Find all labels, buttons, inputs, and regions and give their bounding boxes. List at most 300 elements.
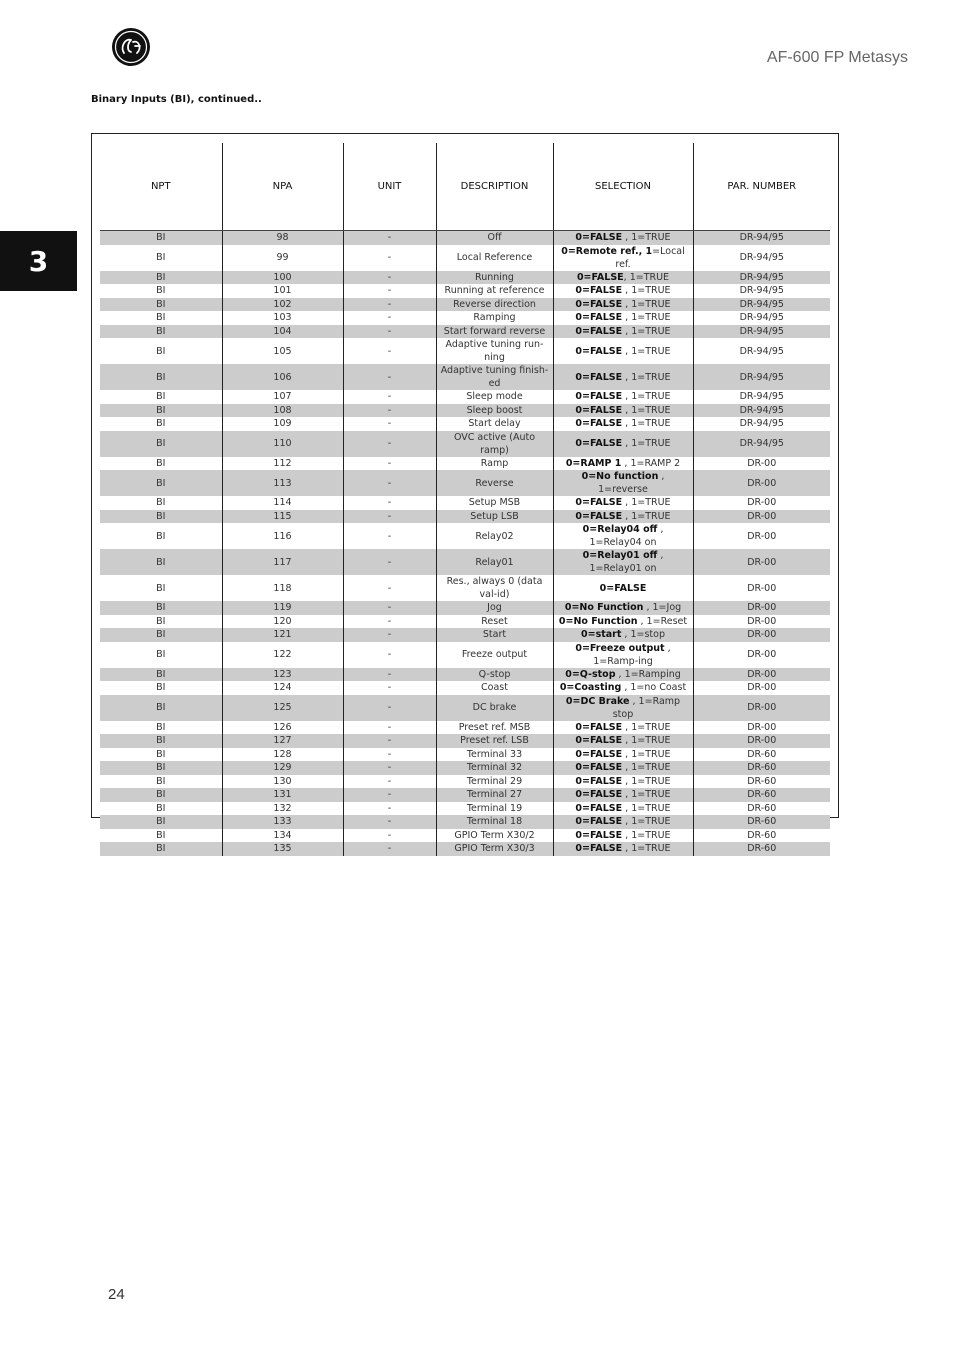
cell-selection — [553, 510, 693, 524]
cell-selection — [553, 457, 693, 471]
selection-alternate: , 1=TRUE — [622, 298, 671, 310]
cell-npt: BI — [100, 815, 222, 829]
cell-par-number: DR-00 — [693, 695, 830, 721]
selection-default: 0=FALSE — [575, 438, 623, 449]
selection-alternate: , 1=TRUE — [622, 721, 671, 733]
selection-alternate: , 1=no Coast — [621, 682, 687, 694]
cell-description: Ramp — [436, 457, 553, 471]
cell-npa: 113 — [222, 470, 343, 496]
table-row — [100, 748, 830, 762]
table-row — [100, 842, 830, 856]
table-row — [100, 601, 830, 615]
cell-npa: 126 — [222, 721, 343, 735]
cell-par-number: DR-94/95 — [693, 390, 830, 404]
cell-par-number: DR-94/95 — [693, 404, 830, 418]
cell-npt: BI — [100, 470, 222, 496]
selection-default: 0=FALSE — [599, 582, 647, 594]
selection-alternate: , 1=TRUE — [623, 271, 670, 283]
cell-npt: BI — [156, 748, 166, 760]
cell-selection — [553, 721, 693, 735]
cell-unit: - — [343, 695, 436, 721]
selection-default: 0=No Function — [558, 615, 638, 627]
cell-selection — [553, 404, 693, 418]
selection-alternate: , 1=Relay01 on — [589, 550, 664, 574]
cell-npa: 133 — [222, 815, 343, 829]
cell-npt: BI — [156, 649, 166, 660]
table-row — [100, 404, 830, 418]
cell-npa: 102 — [222, 298, 343, 312]
cell-description: Off — [436, 231, 553, 245]
cell-unit: - — [343, 245, 436, 271]
cell-selection — [553, 788, 693, 802]
cell-description: Preset ref. LSB — [436, 734, 553, 748]
selection-alternate: , 1=TRUE — [622, 843, 671, 855]
cell-npa: 119 — [222, 601, 343, 615]
cell-par-number: DR-00 — [693, 496, 830, 510]
cell-unit: - — [343, 815, 436, 829]
selection-default: 0=FALSE — [575, 404, 623, 416]
column-header-selection: SELECTION — [553, 143, 693, 231]
cell-par-number: DR-00 — [693, 642, 830, 668]
table-row — [100, 575, 830, 601]
selection-default: 0=FALSE — [575, 762, 623, 774]
cell-description: Local Reference — [436, 245, 553, 271]
cell-unit: - — [343, 298, 436, 312]
table-row — [100, 695, 830, 721]
cell-npt: BI — [100, 298, 222, 312]
cell-selection — [553, 390, 693, 404]
cell-description: Start — [436, 628, 553, 642]
cell-unit: - — [343, 431, 436, 457]
selection-default: 0=FALSE — [575, 843, 623, 855]
cell-par-number: DR-00 — [693, 721, 830, 735]
cell-unit: - — [343, 761, 436, 775]
cell-description: Terminal 33 — [436, 748, 553, 762]
cell-description: Q-stop — [436, 668, 553, 682]
cell-unit: - — [343, 457, 436, 471]
table-row — [100, 628, 830, 642]
cell-description: Terminal 18 — [436, 815, 553, 829]
selection-alternate: , 1=TRUE — [622, 748, 671, 760]
selection-default: 0=FALSE — [575, 345, 623, 357]
cell-unit: - — [343, 721, 436, 735]
cell-npt: BI — [156, 457, 166, 469]
cell-description: Reset — [436, 615, 553, 629]
cell-par-number: DR-94/95 — [693, 298, 830, 312]
cell-npt: BI — [156, 391, 166, 403]
selection-alternate: , 1=TRUE — [622, 802, 671, 814]
selection-alternate: , 1=reverse — [598, 471, 665, 495]
cell-selection — [553, 734, 693, 748]
cell-npa: 100 — [222, 271, 343, 285]
cell-par-number: DR-00 — [693, 510, 830, 524]
selection-alternate: =Local ref. — [615, 245, 685, 270]
selection-default: 0=FALSE — [575, 735, 623, 747]
table-row — [100, 390, 830, 404]
selection-alternate: , 1=TRUE — [622, 312, 671, 324]
cell-unit: - — [343, 231, 436, 245]
table-row — [100, 802, 830, 816]
table-row — [100, 298, 830, 312]
cell-par-number: DR-00 — [693, 601, 830, 615]
selection-alternate: , 1=TRUE — [622, 391, 671, 403]
selection-alternate: , 1=TRUE — [622, 829, 671, 841]
cell-description: Terminal 19 — [436, 802, 553, 816]
table-row — [100, 668, 830, 682]
selection-default: 0=FALSE — [575, 298, 623, 310]
selection-default: 0=FALSE — [575, 497, 623, 509]
cell-npt: BI — [100, 668, 222, 682]
cell-unit: - — [343, 470, 436, 496]
selection-alternate: , 1=Relay04 on — [589, 524, 664, 548]
cell-npa: 107 — [222, 390, 343, 404]
table-row — [100, 761, 830, 775]
cell-par-number: DR-00 — [693, 549, 830, 575]
selection-alternate: , 1=TRUE — [622, 510, 671, 522]
cell-par-number: DR-60 — [693, 802, 830, 816]
cell-description: Sleep boost — [436, 404, 553, 418]
selection-alternate: , 1=Ramp stop — [612, 695, 681, 720]
cell-npt: BI — [100, 510, 222, 524]
cell-npt: BI — [156, 497, 166, 509]
cell-npt: BI — [100, 695, 222, 721]
selection-default: 0=FALSE — [575, 829, 623, 841]
cell-selection — [553, 496, 693, 510]
cell-npa: 110 — [222, 431, 343, 457]
cell-selection — [553, 628, 693, 642]
table-row — [100, 338, 830, 364]
cell-par-number: DR-94/95 — [693, 311, 830, 325]
cell-unit: - — [343, 325, 436, 339]
cell-par-number: DR-94/95 — [693, 325, 830, 339]
selection-alternate: , 1=Reset — [637, 615, 688, 627]
cell-selection — [553, 417, 693, 431]
cell-par-number: DR-94/95 — [693, 417, 830, 431]
cell-npt: BI — [156, 682, 166, 694]
cell-description: Freeze output — [436, 642, 553, 668]
table-row — [100, 231, 830, 245]
cell-par-number: DR-60 — [693, 815, 830, 829]
table-row — [100, 681, 830, 695]
cell-selection — [553, 761, 693, 775]
cell-unit: - — [343, 842, 436, 856]
cell-unit: - — [343, 549, 436, 575]
table-row — [100, 457, 830, 471]
selection-alternate: , 1=stop — [621, 629, 665, 641]
cell-npt: BI — [156, 418, 166, 430]
cell-par-number: DR-94/95 — [693, 271, 830, 285]
cell-description: Adaptive tuning run-ning — [436, 338, 553, 364]
selection-default: 0=FALSE — [575, 391, 623, 403]
cell-npt: BI — [156, 285, 166, 297]
selection-default: 0=FALSE — [576, 271, 624, 283]
selection-default: 0=FALSE — [575, 789, 623, 801]
cell-selection — [553, 364, 693, 390]
cell-npa: 98 — [222, 231, 343, 245]
cell-par-number: DR-00 — [693, 523, 830, 549]
cell-description: Ramping — [436, 311, 553, 325]
cell-npa: 120 — [222, 615, 343, 629]
cell-par-number: DR-60 — [693, 842, 830, 856]
cell-unit: - — [343, 575, 436, 601]
table-header-row — [100, 143, 830, 231]
cell-unit: - — [343, 788, 436, 802]
selection-alternate: , 1=TRUE — [622, 497, 671, 509]
selection-alternate: , 1=TRUE — [622, 735, 671, 747]
column-header-description: DESCRIPTION — [436, 143, 553, 231]
cell-npt: BI — [100, 601, 222, 615]
cell-unit: - — [343, 601, 436, 615]
selection-alternate: , 1=TRUE — [622, 789, 671, 801]
cell-npa: 101 — [222, 284, 343, 298]
cell-par-number: DR-60 — [693, 748, 830, 762]
cell-description: GPIO Term X30/2 — [436, 829, 553, 843]
cell-npa: 121 — [222, 628, 343, 642]
selection-alternate: , 1=TRUE — [622, 345, 671, 357]
column-header-npt: NPT — [100, 143, 222, 231]
cell-selection — [553, 523, 693, 549]
cell-selection — [553, 748, 693, 762]
cell-unit: - — [343, 668, 436, 682]
cell-npa: 112 — [222, 457, 343, 471]
cell-npt: BI — [156, 252, 166, 263]
cell-unit: - — [343, 734, 436, 748]
cell-description: Terminal 27 — [436, 788, 553, 802]
cell-npa: 103 — [222, 311, 343, 325]
selection-default: 0=FALSE — [575, 748, 623, 760]
cell-description: Running — [436, 271, 553, 285]
cell-npt: BI — [100, 404, 222, 418]
cell-npt: BI — [100, 761, 222, 775]
cell-npa: 131 — [222, 788, 343, 802]
cell-npa: 124 — [222, 681, 343, 695]
cell-par-number: DR-00 — [693, 470, 830, 496]
cell-npt: BI — [156, 582, 166, 594]
cell-unit: - — [343, 496, 436, 510]
cell-unit: - — [343, 748, 436, 762]
selection-alternate: , 1=TRUE — [622, 404, 671, 416]
cell-description: Res., always 0 (data val-id) — [436, 575, 553, 601]
selection-default: 0=No function — [581, 471, 659, 482]
cell-selection — [553, 601, 693, 615]
cell-npa: 104 — [222, 325, 343, 339]
cell-par-number: DR-94/95 — [693, 431, 830, 457]
selection-alternate: , 1=RAMP 2 — [621, 457, 681, 469]
selection-alternate: , 1=TRUE — [622, 762, 671, 774]
cell-unit: - — [343, 642, 436, 668]
page-number: 24 — [108, 1286, 125, 1303]
selection-alternate: , 1=TRUE — [622, 325, 671, 337]
cell-npt: BI — [100, 271, 222, 285]
cell-unit: - — [343, 802, 436, 816]
selection-default: 0=FALSE — [575, 721, 623, 733]
selection-default: 0=RAMP 1 — [565, 457, 622, 469]
cell-npa: 108 — [222, 404, 343, 418]
cell-unit: - — [343, 510, 436, 524]
table-row — [100, 311, 830, 325]
cell-par-number: DR-60 — [693, 761, 830, 775]
cell-par-number: DR-60 — [693, 788, 830, 802]
cell-selection — [553, 549, 693, 575]
cell-description: GPIO Term X30/3 — [436, 842, 553, 856]
selection-alternate: , 1=Ramping — [615, 668, 681, 680]
selection-default: 0=Coasting — [559, 682, 622, 694]
table-row — [100, 549, 830, 575]
selection-default: 0=Remote ref., 1 — [561, 245, 653, 257]
table-row — [100, 470, 830, 496]
cell-npa: 118 — [222, 575, 343, 601]
cell-unit: - — [343, 681, 436, 695]
table-row — [100, 721, 830, 735]
cell-npt: BI — [156, 721, 166, 733]
cell-npa: 129 — [222, 761, 343, 775]
cell-unit: - — [343, 284, 436, 298]
cell-npa: 109 — [222, 417, 343, 431]
cell-unit: - — [343, 271, 436, 285]
cell-npt: BI — [100, 549, 222, 575]
cell-npa: 132 — [222, 802, 343, 816]
cell-npa: 135 — [222, 842, 343, 856]
table-row — [100, 815, 830, 829]
table-row — [100, 325, 830, 339]
cell-description: Preset ref. MSB — [436, 721, 553, 735]
cell-npt: BI — [100, 734, 222, 748]
table-row — [100, 829, 830, 843]
cell-unit: - — [343, 775, 436, 789]
selection-alternate: , 1=TRUE — [622, 232, 671, 244]
cell-par-number: DR-60 — [693, 775, 830, 789]
cell-par-number: DR-94/95 — [693, 364, 830, 390]
cell-selection — [553, 311, 693, 325]
selection-default: 0=DC Brake — [565, 695, 630, 707]
cell-selection — [553, 802, 693, 816]
selection-alternate: , 1=Ramp-ing — [593, 642, 671, 667]
cell-unit: - — [343, 404, 436, 418]
selection-alternate: , 1=TRUE — [622, 816, 671, 828]
selection-alternate: , 1=TRUE — [622, 371, 671, 383]
cell-selection — [553, 668, 693, 682]
cell-selection — [553, 642, 693, 668]
selection-default: 0=Relay04 off — [582, 524, 658, 535]
selection-default: 0=FALSE — [575, 312, 623, 324]
table-row — [100, 496, 830, 510]
cell-npa: 128 — [222, 748, 343, 762]
cell-selection — [553, 298, 693, 312]
cell-par-number: DR-94/95 — [693, 231, 830, 245]
selection-default: 0=FALSE — [575, 325, 623, 337]
cell-description: Start forward reverse — [436, 325, 553, 339]
table-row — [100, 615, 830, 629]
cell-selection — [553, 842, 693, 856]
table-row — [100, 431, 830, 457]
selection-default: 0=Relay01 off — [582, 550, 658, 561]
cell-npa: 127 — [222, 734, 343, 748]
cell-description: Reverse — [436, 470, 553, 496]
cell-description: Setup MSB — [436, 496, 553, 510]
table-row — [100, 245, 830, 271]
cell-npt: BI — [100, 788, 222, 802]
cell-selection — [553, 325, 693, 339]
cell-unit: - — [343, 628, 436, 642]
selection-alternate: , 1=Jog — [643, 602, 682, 614]
cell-description: Adaptive tuning finish-ed — [436, 364, 553, 390]
chapter-tab: 3 — [0, 231, 77, 291]
selection-default: 0=FALSE — [575, 371, 623, 383]
table-row — [100, 775, 830, 789]
cell-npt: BI — [100, 431, 222, 457]
cell-par-number: DR-00 — [693, 734, 830, 748]
selection-default: 0=FALSE — [575, 418, 623, 430]
cell-par-number: DR-00 — [693, 668, 830, 682]
cell-npt: BI — [100, 325, 222, 339]
cell-selection — [553, 271, 693, 285]
cell-unit: - — [343, 390, 436, 404]
cell-npa: 122 — [222, 642, 343, 668]
cell-par-number: DR-00 — [693, 681, 830, 695]
selection-default: 0=FALSE — [575, 816, 623, 828]
cell-selection — [553, 245, 693, 271]
selection-alternate: , 1=TRUE — [622, 775, 671, 787]
cell-selection — [553, 829, 693, 843]
cell-npt: BI — [156, 829, 166, 841]
section-heading: Binary Inputs (BI), continued.. — [91, 94, 262, 105]
cell-selection — [553, 284, 693, 298]
selection-default: 0=Q-stop — [565, 668, 616, 680]
cell-par-number: DR-00 — [693, 575, 830, 601]
selection-default: 0=No Function — [564, 602, 644, 614]
column-header-unit: UNIT — [343, 143, 436, 231]
table-row — [100, 271, 830, 285]
cell-description: Terminal 29 — [436, 775, 553, 789]
binary-inputs-table — [100, 143, 830, 856]
cell-description: OVC active (Auto ramp) — [436, 431, 553, 457]
cell-selection — [553, 431, 693, 457]
table-row — [100, 417, 830, 431]
cell-npa: 99 — [222, 245, 343, 271]
cell-npa: 125 — [222, 695, 343, 721]
cell-par-number: DR-60 — [693, 829, 830, 843]
cell-npt: BI — [100, 364, 222, 390]
cell-unit: - — [343, 364, 436, 390]
cell-npt: BI — [156, 530, 166, 542]
cell-unit: - — [343, 417, 436, 431]
cell-par-number: DR-00 — [693, 615, 830, 629]
table-row — [100, 523, 830, 549]
cell-selection — [553, 681, 693, 695]
cell-description: DC brake — [436, 695, 553, 721]
selection-default: 0=FALSE — [575, 510, 623, 522]
table-row — [100, 510, 830, 524]
selection-alternate: , 1=TRUE — [622, 285, 671, 297]
selection-default: 0=FALSE — [575, 285, 623, 297]
cell-description: Start delay — [436, 417, 553, 431]
cell-selection — [553, 695, 693, 721]
document-title: AF-600 FP Metasys — [766, 49, 908, 66]
cell-npt: BI — [100, 842, 222, 856]
cell-selection — [553, 615, 693, 629]
cell-npt: BI — [156, 312, 166, 324]
cell-selection — [553, 470, 693, 496]
ge-monogram-icon — [111, 27, 151, 67]
cell-par-number: DR-00 — [693, 628, 830, 642]
cell-unit: - — [343, 523, 436, 549]
cell-description: Setup LSB — [436, 510, 553, 524]
selection-alternate: , 1=TRUE — [622, 418, 671, 430]
table-row — [100, 364, 830, 390]
cell-npa: 114 — [222, 496, 343, 510]
cell-selection — [553, 575, 693, 601]
cell-unit: - — [343, 615, 436, 629]
